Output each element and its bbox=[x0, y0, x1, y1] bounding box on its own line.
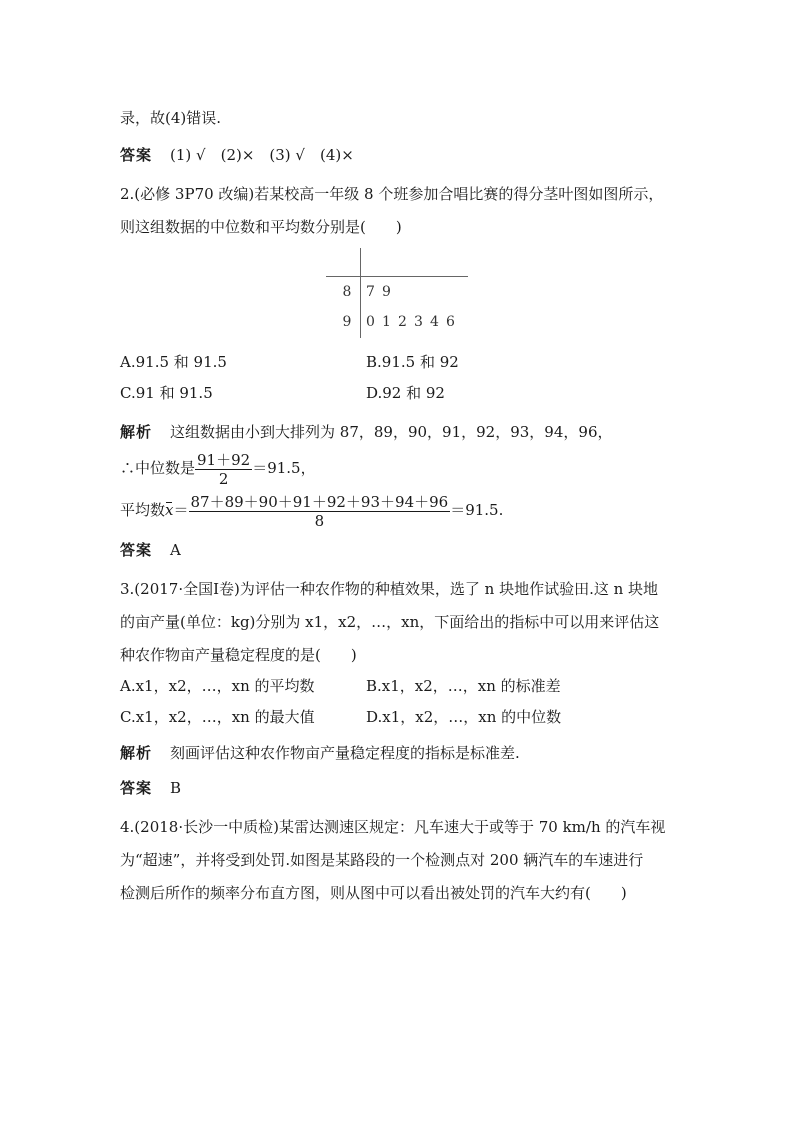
stem-8: 8 bbox=[342, 284, 352, 300]
answer-label: 答案 bbox=[120, 779, 153, 797]
stem-leaf-vertical-rule bbox=[360, 248, 361, 338]
text-line: 录，故(4)错误. bbox=[120, 109, 222, 127]
median-formula bbox=[120, 450, 316, 488]
mean-result: ＝91.5. bbox=[450, 501, 504, 519]
answer-text: A bbox=[170, 541, 181, 559]
question-2-line-1: 2.(必修 3P70 改编)若某校高一年级 8 个班参加合唱比赛的得分茎叶图如图所示， bbox=[120, 185, 664, 203]
median-numerator: 91＋92 bbox=[197, 450, 251, 469]
question-4-line-2: 为“超速”，并将受到处罚.如图是某路段的一个检测点对 200 辆汽车的车速进行 bbox=[120, 851, 644, 869]
leaves-row-8 bbox=[366, 284, 398, 300]
leaf: 6 bbox=[446, 314, 455, 330]
answer-line bbox=[120, 145, 354, 165]
option-d: D.92 和 92 bbox=[366, 384, 445, 402]
answer-text: (1) √ (2)× (3) √ (4)× bbox=[170, 146, 354, 164]
question-2-line-2: 则这组数据的中位数和平均数分别是( ) bbox=[120, 218, 402, 236]
solution-line bbox=[120, 422, 612, 442]
median-prefix: ∴中位数是 bbox=[120, 459, 196, 477]
answer-line bbox=[120, 778, 181, 798]
leaf: 9 bbox=[382, 284, 391, 300]
solution-text: 这组数据由小到大排列为 87，89，90，91，92，93，94，96， bbox=[170, 423, 613, 441]
stem-9: 9 bbox=[342, 314, 352, 330]
solution-text: 刻画评估这种农作物亩产量稳定程度的指标是标准差. bbox=[170, 744, 520, 762]
option-b: B.91.5 和 92 bbox=[366, 353, 459, 371]
leaf: 7 bbox=[366, 284, 375, 300]
question-3-line-2: 的亩产量(单位：kg)分别为 x1，x2，…，xn，下面给出的指标中可以用来评估这 bbox=[120, 613, 660, 631]
answer-line bbox=[120, 540, 181, 560]
leaf: 4 bbox=[430, 314, 439, 330]
option-c: C.x1，x2，…，xn 的最大值 bbox=[120, 708, 315, 726]
question-4-line-1: 4.(2018·长沙一中质检)某雷达测速区规定：凡车速大于或等于 70 km/h 的汽车视 bbox=[120, 818, 666, 836]
mean-equals: ＝ bbox=[173, 501, 189, 519]
mean-denominator: 8 bbox=[314, 511, 325, 530]
leaves-row-9 bbox=[366, 314, 462, 330]
mean-fraction bbox=[189, 493, 451, 530]
solution-label: 解析 bbox=[120, 423, 153, 441]
x-bar-symbol: x bbox=[165, 501, 174, 519]
answer-text: B bbox=[170, 779, 182, 797]
leaf: 0 bbox=[366, 314, 375, 330]
option-b: B.x1，x2，…，xn 的标准差 bbox=[366, 677, 561, 695]
solution-label: 解析 bbox=[120, 744, 153, 762]
answer-label: 答案 bbox=[120, 146, 153, 164]
question-4-line-3: 检测后所作的频率分布直方图，则从图中可以看出被处罚的汽车大约有( ) bbox=[120, 884, 627, 902]
median-result: ＝91.5， bbox=[252, 459, 316, 477]
option-d: D.x1，x2，…，xn 的中位数 bbox=[366, 708, 562, 726]
mean-numerator: 87＋89＋90＋91＋92＋93＋94＋96 bbox=[190, 492, 449, 511]
leaf: 2 bbox=[398, 314, 407, 330]
leaf: 1 bbox=[382, 314, 391, 330]
mean-prefix: 平均数 bbox=[120, 501, 166, 519]
question-3-line-3: 种农作物亩产量稳定程度的是( ) bbox=[120, 646, 357, 664]
median-fraction bbox=[195, 451, 252, 488]
question-3-line-1: 3.(2017·全国Ⅰ卷)为评估一种农作物的种植效果，选了 n 块地作试验田.这 n 块地 bbox=[120, 580, 659, 598]
option-a: A.x1，x2，…，xn 的平均数 bbox=[120, 677, 315, 695]
mean-formula bbox=[120, 492, 503, 530]
stem-leaf-plot bbox=[326, 248, 468, 338]
stem-leaf-horizontal-rule bbox=[326, 276, 468, 277]
option-c: C.91 和 91.5 bbox=[120, 384, 213, 402]
leaf: 3 bbox=[414, 314, 423, 330]
option-a: A.91.5 和 91.5 bbox=[120, 353, 227, 371]
median-denominator: 2 bbox=[218, 469, 229, 488]
answer-label: 答案 bbox=[120, 541, 153, 559]
solution-line bbox=[120, 743, 520, 763]
